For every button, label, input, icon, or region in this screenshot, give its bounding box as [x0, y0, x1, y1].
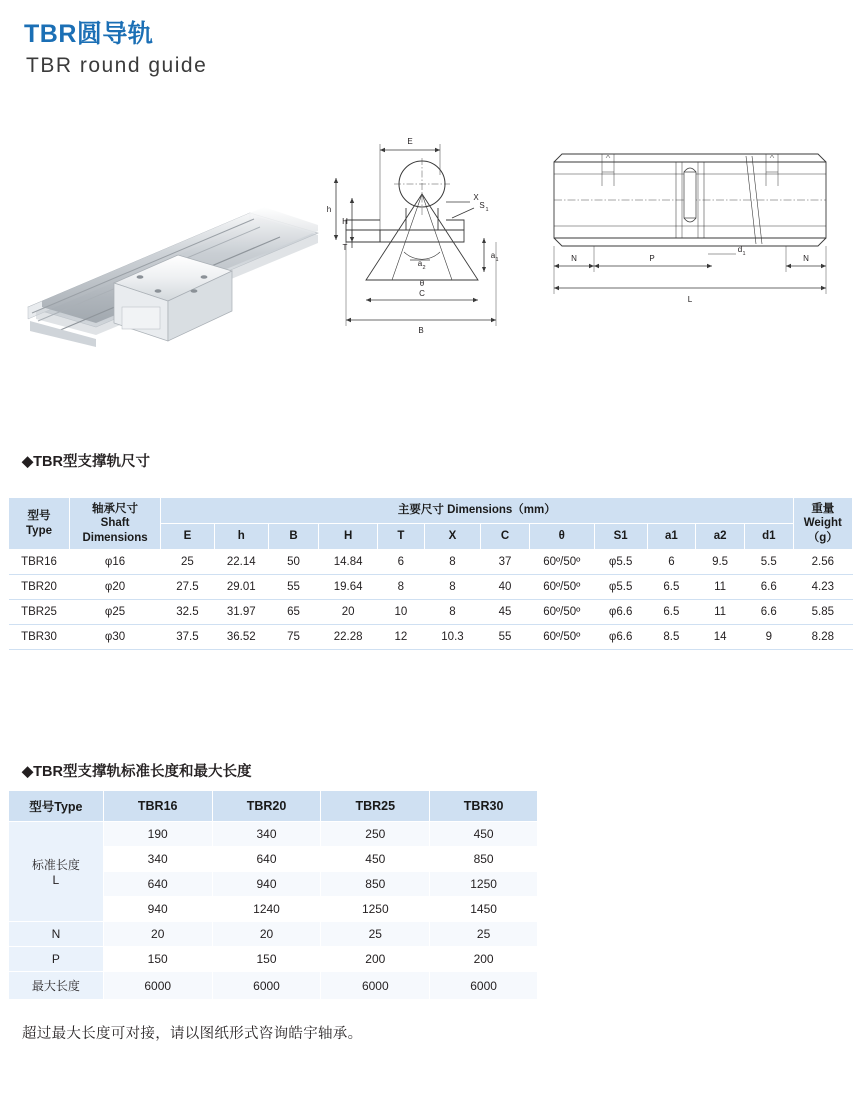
cell-std-tbr16: 940	[103, 897, 212, 922]
svg-text:E: E	[407, 137, 413, 146]
cell-T: 6	[378, 550, 425, 575]
cell-p-tbr30: 200	[430, 947, 538, 972]
col-header-weight	[793, 498, 852, 550]
cell-a1: 6	[647, 550, 696, 575]
svg-text:1: 1	[742, 251, 746, 257]
svg-text:B: B	[418, 326, 424, 335]
cell-E: 32.5	[161, 600, 215, 625]
cell-n-tbr25: 25	[321, 922, 430, 947]
cell-shaft: φ16	[70, 550, 161, 575]
col-header-H: H	[319, 524, 378, 550]
lengths-row-n	[9, 922, 538, 947]
svg-text:1: 1	[485, 207, 489, 213]
cell-a2: 11	[696, 600, 745, 625]
cell-h: 29.01	[214, 575, 268, 600]
col-header-a2: a2	[696, 524, 745, 550]
cell-X: 10.3	[424, 625, 481, 650]
cell-shaft: φ20	[70, 575, 161, 600]
col-header-S1: S1	[594, 524, 647, 550]
col-header-E: E	[161, 524, 215, 550]
cell-T: 10	[378, 600, 425, 625]
cell-max-tbr25: 6000	[321, 972, 430, 1000]
cell-h: 31.97	[214, 600, 268, 625]
cell-h: 22.14	[214, 550, 268, 575]
cell-type: TBR16	[9, 550, 70, 575]
cell-B: 75	[268, 625, 318, 650]
col-header-d1: d1	[744, 524, 793, 550]
cell-shaft: φ30	[70, 625, 161, 650]
cell-max-tbr30: 6000	[430, 972, 538, 1000]
col-header-shaft-en1: Shaft	[100, 517, 130, 530]
cell-std-tbr16: 340	[103, 847, 212, 872]
svg-text:X: X	[473, 193, 479, 202]
cell-theta: 60º/50º	[529, 625, 594, 650]
col-header-shaft-cn: 轴承尺寸	[92, 503, 139, 515]
lengths-col-header-tbr25: TBR25	[321, 791, 430, 822]
cell-E: 25	[161, 550, 215, 575]
lengths-header-row	[9, 791, 538, 822]
cell-X: 8	[424, 550, 481, 575]
svg-text:1: 1	[495, 257, 499, 263]
cell-theta: 60º/50º	[529, 600, 594, 625]
cell-a1: 6.5	[647, 600, 696, 625]
cell-weight: 8.28	[793, 625, 852, 650]
lengths-col-header-tbr16: TBR16	[103, 791, 212, 822]
row-label-standard-length-en: L	[52, 873, 60, 887]
cell-std-tbr16: 190	[103, 822, 212, 847]
col-header-shaft-en2: Dimensions	[82, 531, 148, 544]
row-label-max-length: 最大长度	[9, 972, 104, 1000]
cell-E: 37.5	[161, 625, 215, 650]
cell-T: 8	[378, 575, 425, 600]
cell-a1: 8.5	[647, 625, 696, 650]
table-header-row-1	[9, 498, 853, 524]
section-heading-lengths: ◆TBR型支撑轨标准长度和最大长度	[22, 764, 252, 780]
col-header-X: X	[424, 524, 481, 550]
cell-C: 40	[481, 575, 530, 600]
cell-std-tbr16: 640	[103, 872, 212, 897]
svg-text:N: N	[803, 254, 809, 263]
lengths-table	[8, 790, 538, 1000]
col-header-type-cn: 型号	[27, 510, 51, 523]
svg-text:a: a	[417, 259, 423, 268]
cell-weight: 4.23	[793, 575, 852, 600]
svg-text:θ: θ	[419, 279, 425, 288]
cell-type: TBR25	[9, 600, 70, 625]
svg-text:S: S	[479, 201, 485, 210]
row-label-p: P	[9, 947, 104, 972]
lengths-row-standard	[9, 822, 538, 847]
svg-text:L: L	[687, 295, 693, 304]
svg-text:a: a	[490, 251, 496, 260]
cell-std-tbr30: 1250	[430, 872, 538, 897]
col-header-weight-en: Weight	[803, 517, 842, 530]
table-row	[9, 550, 853, 575]
cell-d1: 9	[744, 625, 793, 650]
svg-text:H: H	[342, 217, 348, 226]
col-header-weight-cn: 重量	[811, 503, 835, 515]
row-label-n: N	[9, 922, 104, 947]
row-label-standard-length	[9, 822, 104, 922]
table-row	[9, 575, 853, 600]
cell-weight: 2.56	[793, 550, 852, 575]
col-header-type	[9, 498, 70, 550]
svg-text:C: C	[419, 289, 425, 298]
cell-n-tbr20: 20	[212, 922, 321, 947]
svg-text:T: T	[342, 243, 348, 252]
cell-S1: φ6.6	[594, 600, 647, 625]
cell-theta: 60º/50º	[529, 575, 594, 600]
cell-type: TBR20	[9, 575, 70, 600]
cell-a2: 11	[696, 575, 745, 600]
col-header-theta: θ	[529, 524, 594, 550]
cell-h: 36.52	[214, 625, 268, 650]
cell-std-tbr25: 250	[321, 822, 430, 847]
illustration-area	[0, 120, 860, 390]
col-header-shaft	[70, 498, 161, 550]
section-heading-dimensions: ◆TBR型支撑轨尺寸	[22, 454, 150, 470]
cell-std-tbr20: 1240	[212, 897, 321, 922]
cell-H: 14.84	[319, 550, 378, 575]
footer-note: 超过最大长度可对接，请以图纸形式咨询皓宇轴承。	[22, 1026, 363, 1042]
row-label-standard-length-cn: 标准长度	[31, 858, 80, 872]
cell-std-tbr25: 1250	[321, 897, 430, 922]
cell-type: TBR30	[9, 625, 70, 650]
top-view-drawing	[540, 142, 840, 352]
col-header-weight-unit: （g）	[807, 531, 838, 544]
cell-X: 8	[424, 600, 481, 625]
cell-a2: 9.5	[696, 550, 745, 575]
cell-shaft: φ25	[70, 600, 161, 625]
cell-p-tbr25: 200	[321, 947, 430, 972]
lengths-row-max	[9, 972, 538, 1000]
cell-T: 12	[378, 625, 425, 650]
cell-p-tbr16: 150	[103, 947, 212, 972]
cell-std-tbr25: 850	[321, 872, 430, 897]
cell-X: 8	[424, 575, 481, 600]
cell-d1: 5.5	[744, 550, 793, 575]
col-header-a1: a1	[647, 524, 696, 550]
dimensions-table	[8, 497, 853, 650]
cell-theta: 60º/50º	[529, 550, 594, 575]
svg-text:2: 2	[422, 265, 426, 271]
lengths-row-p	[9, 947, 538, 972]
col-header-C: C	[481, 524, 530, 550]
cell-B: 55	[268, 575, 318, 600]
cell-std-tbr20: 640	[212, 847, 321, 872]
cell-S1: φ5.5	[594, 575, 647, 600]
cell-std-tbr30: 850	[430, 847, 538, 872]
cell-B: 50	[268, 550, 318, 575]
lengths-col-header-tbr30: TBR30	[430, 791, 538, 822]
product-photo	[18, 155, 328, 375]
cell-E: 27.5	[161, 575, 215, 600]
cell-std-tbr25: 450	[321, 847, 430, 872]
lengths-col-header-type: 型号Type	[9, 791, 104, 822]
svg-text:d: d	[737, 245, 743, 254]
cross-section-drawing	[318, 130, 548, 360]
cell-std-tbr20: 940	[212, 872, 321, 897]
cell-std-tbr30: 1450	[430, 897, 538, 922]
cell-H: 19.64	[319, 575, 378, 600]
cell-max-tbr16: 6000	[103, 972, 212, 1000]
cell-weight: 5.85	[793, 600, 852, 625]
cell-n-tbr30: 25	[430, 922, 538, 947]
cell-C: 45	[481, 600, 530, 625]
cell-max-tbr20: 6000	[212, 972, 321, 1000]
cell-std-tbr30: 450	[430, 822, 538, 847]
cell-a1: 6.5	[647, 575, 696, 600]
cell-H: 20	[319, 600, 378, 625]
cell-B: 65	[268, 600, 318, 625]
col-header-type-en: Type	[26, 524, 52, 537]
cell-std-tbr20: 340	[212, 822, 321, 847]
lengths-col-header-tbr20: TBR20	[212, 791, 321, 822]
col-header-main-dimensions: 主要尺寸 Dimensions（mm）	[161, 498, 794, 524]
page-title-en: TBR round guide	[26, 54, 208, 77]
svg-text:h: h	[326, 205, 332, 214]
cell-H: 22.28	[319, 625, 378, 650]
cell-n-tbr16: 20	[103, 922, 212, 947]
cell-C: 55	[481, 625, 530, 650]
table-row	[9, 600, 853, 625]
svg-text:N: N	[571, 254, 577, 263]
cell-S1: φ5.5	[594, 550, 647, 575]
col-header-B: B	[268, 524, 318, 550]
col-header-T: T	[378, 524, 425, 550]
page-title-cn: TBR圆导轨	[24, 20, 154, 48]
cell-p-tbr20: 150	[212, 947, 321, 972]
cell-d1: 6.6	[744, 575, 793, 600]
svg-text:P: P	[649, 254, 655, 263]
table-row	[9, 625, 853, 650]
cell-C: 37	[481, 550, 530, 575]
cell-a2: 14	[696, 625, 745, 650]
cell-S1: φ6.6	[594, 625, 647, 650]
col-header-h: h	[214, 524, 268, 550]
cell-d1: 6.6	[744, 600, 793, 625]
